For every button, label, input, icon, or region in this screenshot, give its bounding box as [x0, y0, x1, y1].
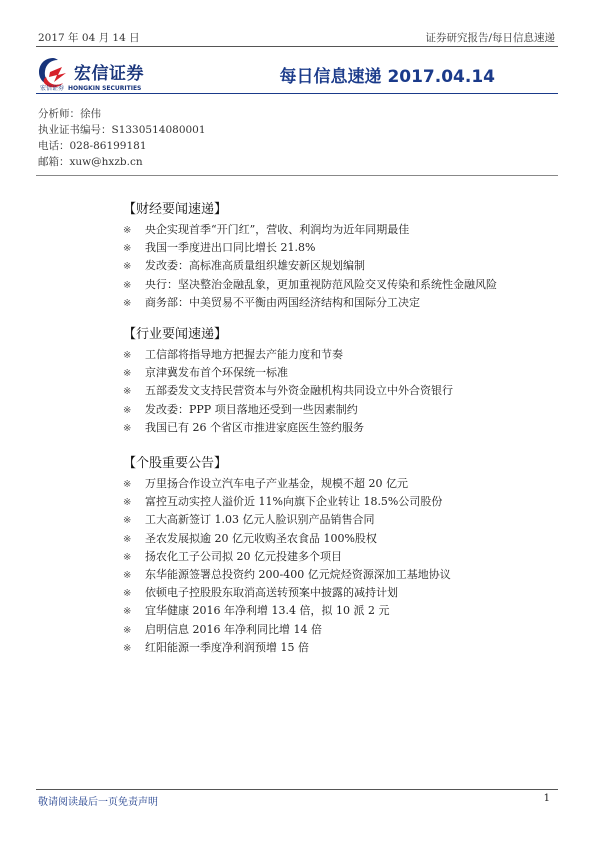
bullet-icon: ※ [123, 279, 132, 291]
section-stock-announcements [123, 453, 543, 657]
list-item: ※ 宜华健康 2016 年净利增 13.4 倍，拟 10 派 2 元 [123, 602, 543, 620]
section-title: 【个股重要公告】 [123, 456, 228, 471]
bullet-icon: ※ [123, 261, 132, 273]
footer-divider [36, 789, 558, 790]
bullet-icon: ※ [123, 225, 132, 236]
company-logo [36, 55, 166, 95]
section-industry-news [123, 324, 543, 437]
list-item: ※ 我国已有 26 个省区市推进家庭医生签约服务 [123, 419, 543, 437]
list-item: ※ 启明信息 2016 年净利同比增 14 倍 [123, 621, 543, 639]
content-divider [36, 175, 558, 176]
bullet-icon: ※ [123, 350, 132, 361]
analyst-email: 邮箱：xuw@hxzb.cn [38, 156, 143, 168]
bullet-icon: ※ [123, 551, 132, 563]
list-item: ※ 发改委：PPP 项目落地还受到一些因素制约 [123, 401, 543, 419]
bullet-icon: ※ [123, 569, 132, 581]
report-category: 证券研究报告/每日信息速递 [425, 32, 555, 44]
section-title: 【行业要闻速递】 [123, 327, 228, 342]
bullet-icon: ※ [123, 479, 132, 490]
bullet-icon: ※ [123, 642, 132, 654]
list-item: ※ 工大高新签订 1.03 亿元人脸识别产品销售合同 [123, 511, 543, 529]
analyst-phone: 电话：028-86199181 [38, 140, 147, 152]
bullet-icon: ※ [123, 533, 132, 545]
bullet-icon: ※ [123, 588, 132, 600]
section-title: 【财经要闻速递】 [123, 202, 228, 217]
footer-disclaimer-link[interactable]: 敬请阅读最后一页免责声明 [38, 797, 158, 808]
bullet-icon: ※ [123, 422, 132, 434]
list-item: ※ 五部委发文支持民营资本与外资金融机构共同设立中外合资银行 [123, 382, 543, 400]
analyst-license: 执业证书编号：S1330514080001 [38, 124, 206, 136]
analyst-info [38, 106, 206, 170]
list-item: ※ 红阳能源一季度净利润预增 15 倍 [123, 639, 543, 657]
bullet-icon: ※ [123, 624, 132, 636]
header-divider [36, 46, 558, 47]
list-item: ※ 富控互动实控人溢价近 11%向旗下企业转让 18.5%公司股份 [123, 493, 543, 511]
report-date: 2017 年 04 月 14 日 [38, 32, 140, 44]
list-item: ※ 我国一季度进出口同比增长 21.8% [123, 239, 543, 257]
logo-name: 宏信证券 [74, 64, 144, 84]
bullet-icon: ※ [123, 404, 132, 416]
section-finance-news [123, 199, 543, 312]
analyst-name: 分析师：徐伟 [38, 108, 101, 120]
page-number: 1 [543, 793, 550, 804]
logo-sub-cn: 宏信证券 [40, 85, 65, 92]
list-item: ※ 万里扬合作设立汽车电子产业基金，规模不超 20 亿元 [123, 475, 543, 493]
bullet-icon: ※ [123, 243, 132, 255]
list-item: ※ 扬农化工子公司拟 20 亿元投建多个项目 [123, 548, 543, 566]
bullet-icon: ※ [123, 606, 132, 618]
page-title: 每日信息速递 2017.04.14 [279, 67, 495, 87]
list-item: ※ 央企实现首季“开门红”，营收、利润均为近年同期最佳 [123, 221, 543, 239]
bullet-icon: ※ [123, 368, 132, 380]
bullet-icon: ※ [123, 386, 132, 398]
list-item: ※ 依顿电子控股股东取消高送转预案中披露的减持计划 [123, 584, 543, 602]
list-item: ※ 圣农发展拟逾 20 亿元收购圣农食品 100%股权 [123, 530, 543, 548]
logo-sub-en: HONGKIN SECURITIES [68, 85, 142, 92]
list-item: ※ 央行：坚决整治金融乱象，更加重视防范风险交叉传染和系统性金融风险 [123, 276, 543, 294]
list-item: ※ 京津冀发布首个环保统一标准 [123, 364, 543, 382]
list-item: ※ 商务部：中美贸易不平衡由两国经济结构和国际分工决定 [123, 294, 543, 312]
list-item: ※ 工信部将指导地方把握去产能力度和节奏 [123, 346, 543, 364]
bullet-icon: ※ [123, 515, 132, 527]
list-item: ※ 发改委：高标准高质量组织雄安新区规划编制 [123, 257, 543, 275]
logo-subtitle [40, 83, 141, 92]
list-item: ※ 东华能源签署总投资约 200-400 亿元烷烃资源深加工基地协议 [123, 566, 543, 584]
bullet-icon: ※ [123, 497, 132, 509]
bullet-icon: ※ [123, 297, 132, 309]
title-divider [36, 93, 558, 94]
